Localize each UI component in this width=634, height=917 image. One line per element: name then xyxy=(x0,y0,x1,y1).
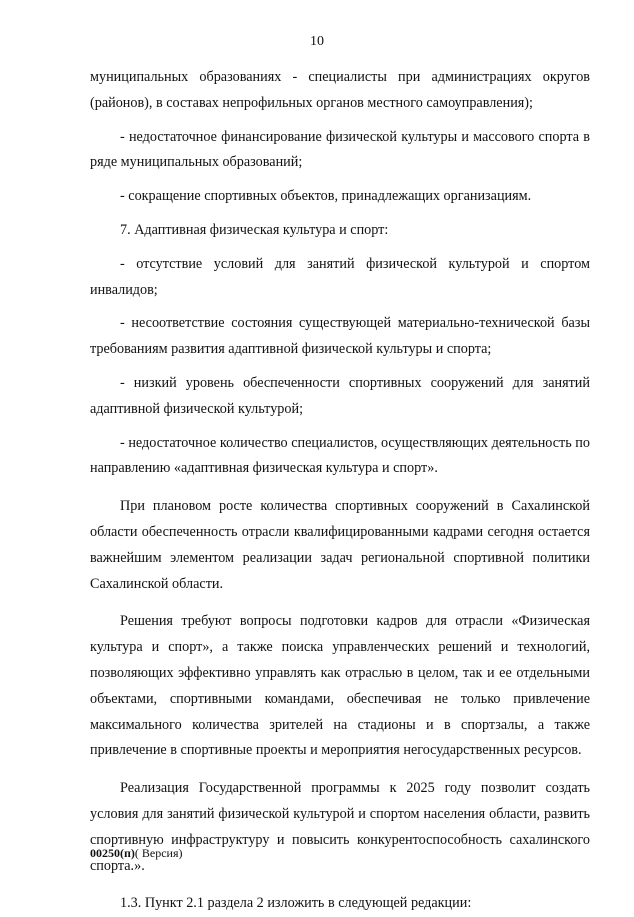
paragraph-insufficient-financing: - недостаточное финансирование физической культуры и массового спорта в ряде муниципальных образований; xyxy=(90,128,590,171)
paragraph-low-provision: - низкий уровень обеспеченности спортивных сооружений для занятий адаптивной физической культурой; xyxy=(90,374,590,417)
paragraph-insufficient-specialists: - недостаточное количество специалистов, осуществляющих деятельность по направлению «адаптивная физическая культура и спорт». xyxy=(90,434,590,477)
footer-version: ( Версия) xyxy=(134,846,183,860)
paragraph-program-implementation: Реализация Государственной программы к 2025 году позволит создать условия для занятий физической культурой и спортом населения области, развить спортивную инфраструктуру и повысить конкурентоспособность сахалинского спорта.». xyxy=(90,780,590,874)
document-body xyxy=(90,65,590,917)
paragraph-item-1-3: 1.3. Пункт 2.1 раздела 2 изложить в следующей редакции: xyxy=(120,895,472,912)
paragraph-planned-growth: При плановом росте количества спортивных сооружений в Сахалинской области обеспеченность отрасли квалифицированными кадрами сегодня остается важнейшим элементом реализации задач региональной спортивной политики Сахалинской области. xyxy=(90,498,590,592)
paragraph-lack-of-conditions: - отсутствие условий для занятий физической культурой и спортом инвалидов; xyxy=(90,255,590,298)
footer-doc-code: 00250(п) xyxy=(90,846,135,860)
page-number: 10 xyxy=(310,34,324,49)
paragraph-base-mismatch: - несоответствие состояния существующей материально-технической базы требованиям развития адаптивной физической культуры и спорта; xyxy=(90,315,590,358)
paragraph-municipal-specialists: муниципальных образованиях - специалисты при администрациях округов (районов), в составах непрофильных органов местного самоуправления); xyxy=(90,69,590,111)
paragraph-reduction-sport-objects: - сокращение спортивных объектов, принадлежащих организациям. xyxy=(120,188,532,205)
paragraph-personnel-training: Решения требуют вопросы подготовки кадров для отрасли «Физическая культура и спорт», а также поиска управленческих решений и технологий, позволяющих эффективно управлять как отраслью в целом, так и ее отдельными объектами, спортивными командами, обеспечивая не только привлечение максимального количества зрителей на стадионы и в спортзалы, а также привлечение в спортивные проекты и мероприятия негосударственных ресурсов. xyxy=(90,613,590,759)
footer xyxy=(90,846,183,861)
paragraph-section-7-heading: 7. Адаптивная физическая культура и спорт: xyxy=(120,221,389,238)
